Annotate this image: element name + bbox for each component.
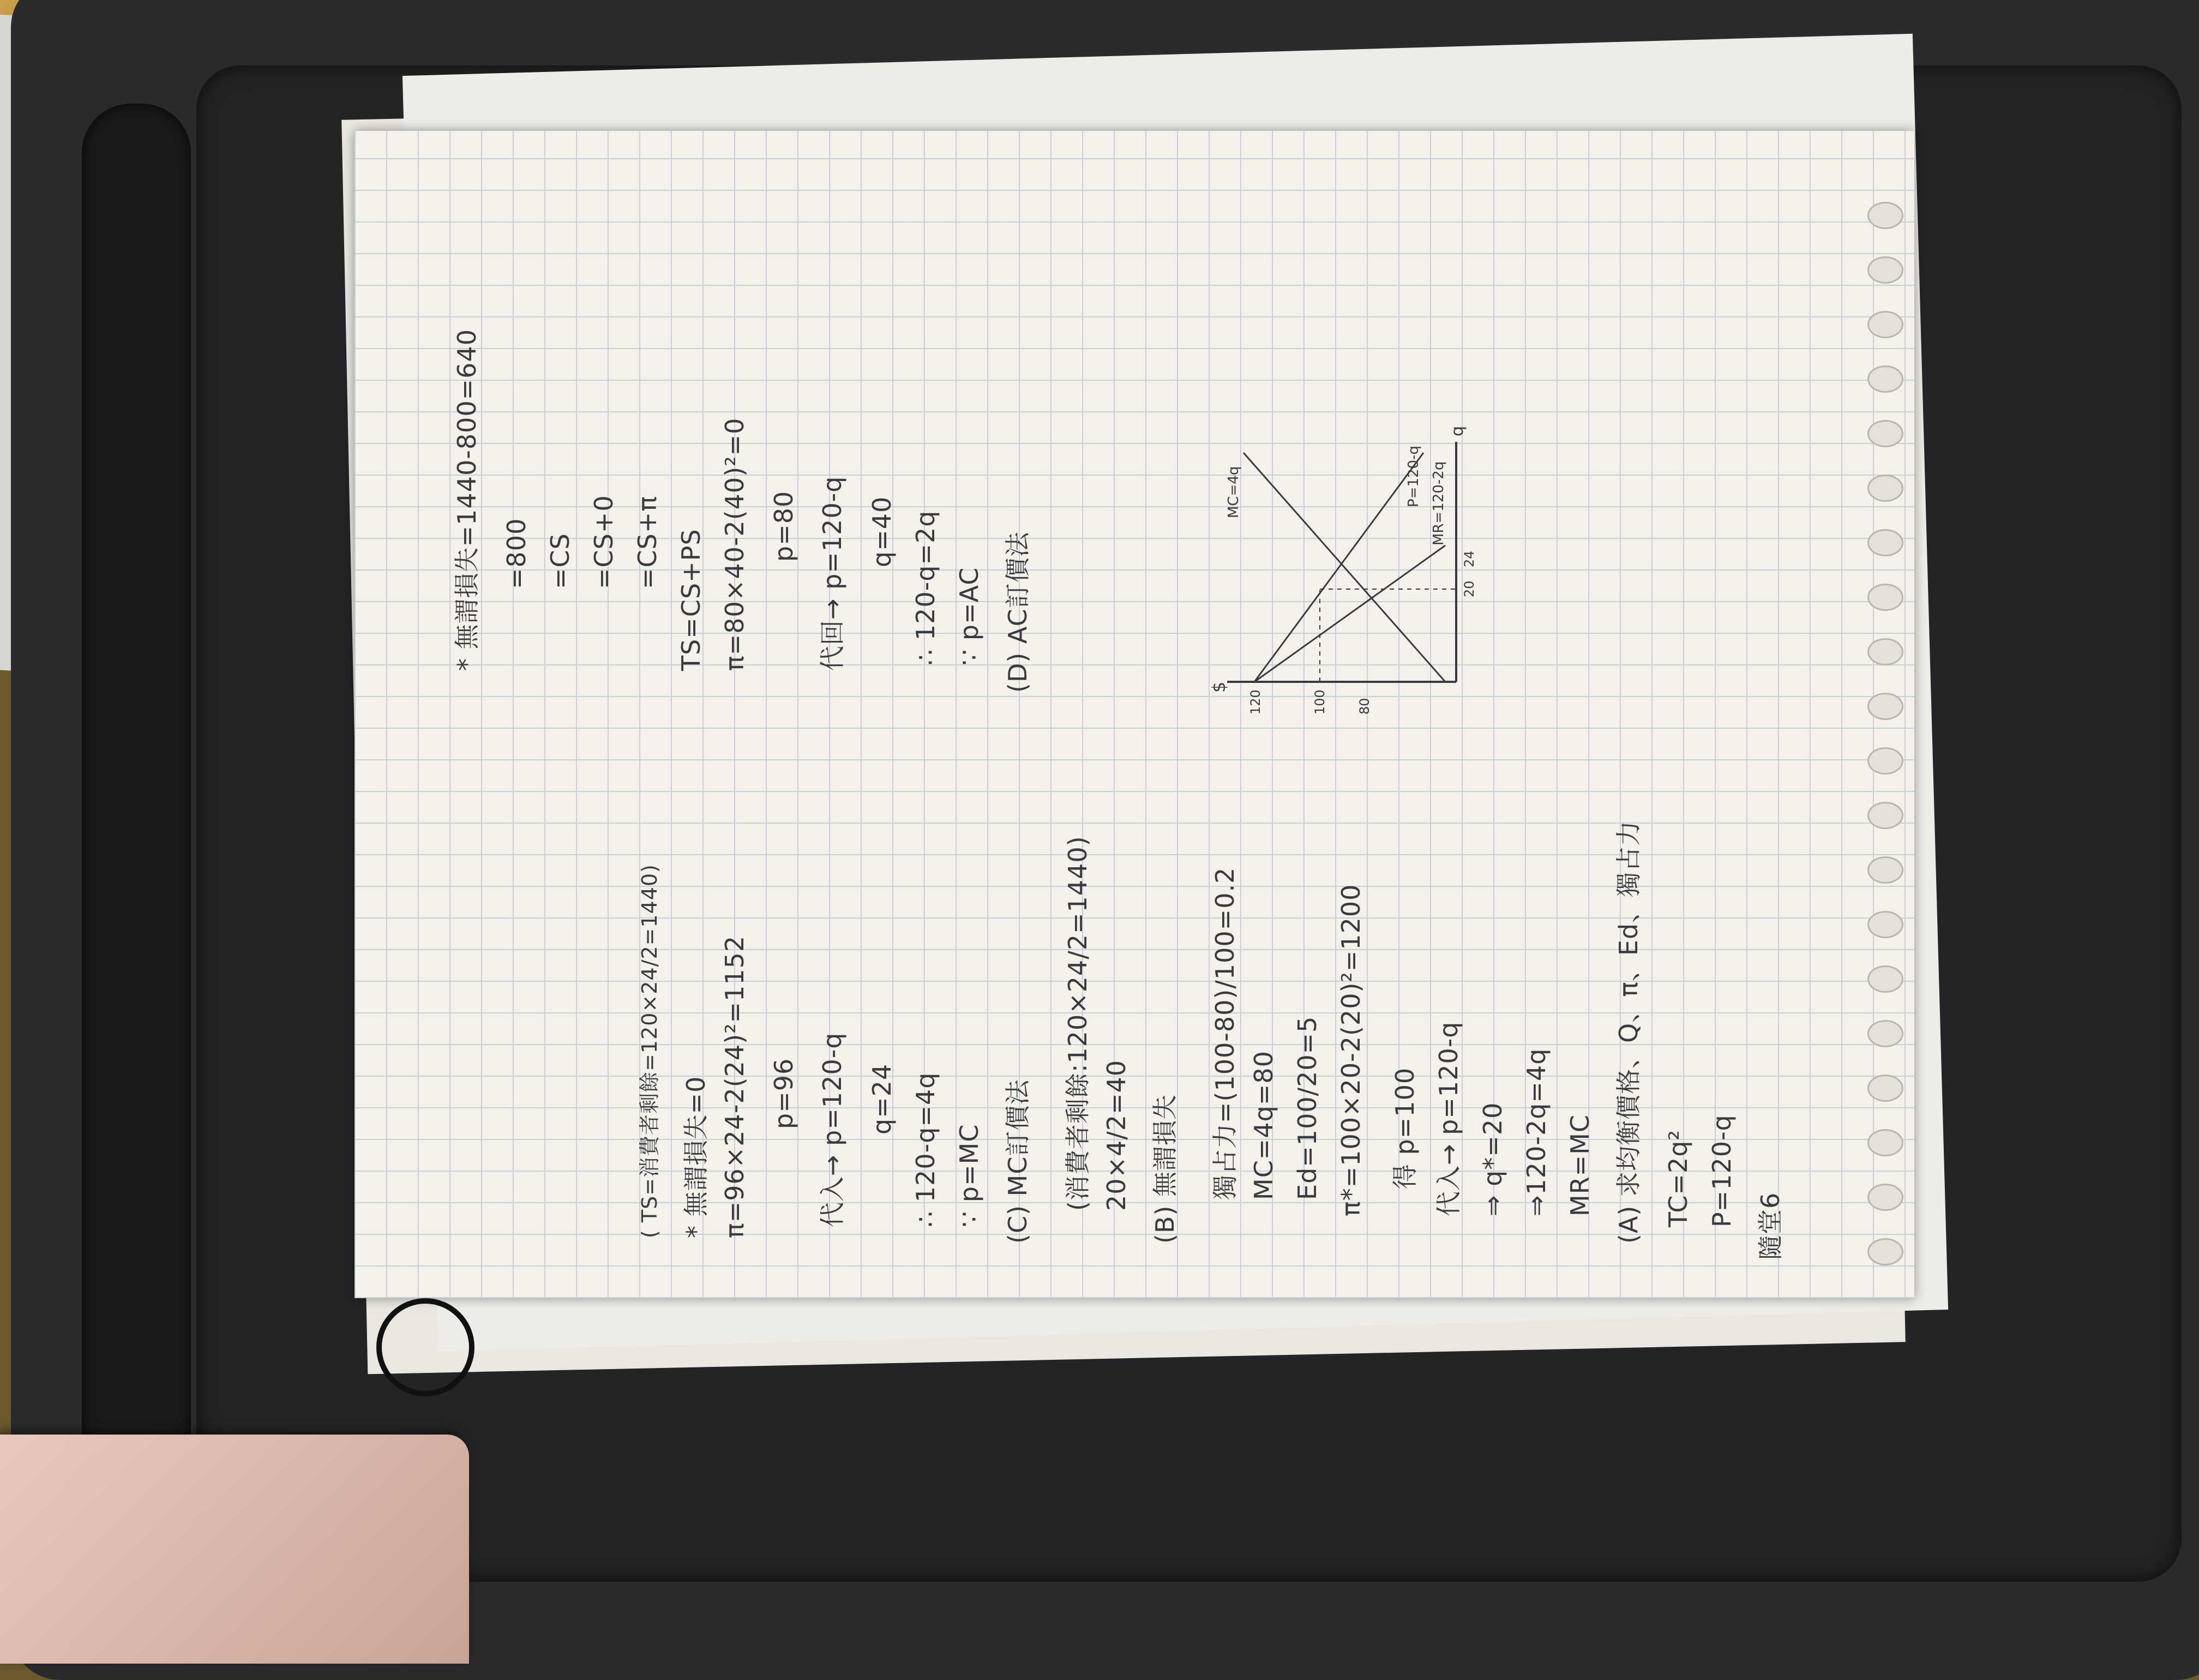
demand-curve <box>1254 453 1423 682</box>
demand-label: P=120-q <box>1405 446 1422 507</box>
part-a-line: Ed=100/20=5 <box>1293 1016 1322 1200</box>
part-b-line: 20×4/2=40 <box>1102 1059 1131 1211</box>
part-d-line: ∵ p=AC <box>954 567 984 665</box>
part-a-heading: (A) 求均衡價格、Q、π、Ed、獨占力 <box>1614 820 1643 1244</box>
y-tick: 100 <box>1312 689 1327 715</box>
part-d-line: * 無謂損失=1440-800=640 <box>452 329 482 671</box>
part-a-line: 得 p=100 <box>1390 1067 1420 1189</box>
part-c-line: ∴ 120-q=4q <box>911 1072 940 1227</box>
binder-hole <box>1867 965 1903 993</box>
binder-hole <box>1867 747 1903 775</box>
binder-hole <box>1867 256 1903 284</box>
tray-slot <box>82 104 191 1522</box>
part-a-line: 代入→ p=120-q <box>1434 1021 1463 1216</box>
y-axis-label: $ <box>1209 681 1229 693</box>
binder-hole <box>1867 1129 1903 1156</box>
part-d-line: TS=CS+PS <box>676 529 706 671</box>
part-d-line: =800 <box>502 518 531 589</box>
part-c-line: q=24 <box>867 1063 897 1135</box>
part-c-line: ∵ p=MC <box>954 1124 984 1227</box>
x-axis-label: q <box>1448 425 1467 436</box>
laptop-corner <box>0 1435 469 1664</box>
part-c-line: ( TS=消費者剩餘=120×24/2=1440) <box>638 864 662 1238</box>
given-cost: TC=2q² <box>1663 1130 1693 1227</box>
part-d-heading: (D) AC訂價法 <box>1003 531 1032 693</box>
given-demand: P=120-q <box>1707 1114 1737 1227</box>
notebook-page <box>355 131 1914 1298</box>
binder-hole <box>1867 693 1903 720</box>
y-tick: 80 <box>1357 698 1372 715</box>
part-d-line: =CS+0 <box>589 495 618 589</box>
mr-curve <box>1254 545 1445 682</box>
binder-hole <box>1867 475 1903 502</box>
part-a-line: ⇒ q*=20 <box>1478 1102 1507 1216</box>
part-d-line: p=80 <box>769 490 798 562</box>
part-c-line: 代入→ p=120-q <box>818 1032 847 1227</box>
binder-hole <box>1867 1020 1903 1047</box>
part-d-line: =CS+π <box>633 495 662 589</box>
binder-hole <box>1867 311 1903 338</box>
x-tick: 20 <box>1462 580 1477 597</box>
mc-label: MC=4q <box>1225 466 1242 518</box>
binder-hole <box>1867 420 1903 447</box>
x-tick: 24 <box>1462 550 1477 567</box>
part-c-line: π=96×24-2(24)²=1152 <box>720 935 749 1238</box>
binder-hole <box>1867 911 1903 938</box>
part-b-line: (消費者剩餘:120×24/2=1440) <box>1063 836 1092 1211</box>
binder-hole <box>1867 1075 1903 1102</box>
part-d-line: ∴ 120-q=2q <box>911 510 940 665</box>
binder-hole <box>1867 365 1903 393</box>
binder-hole <box>1867 1238 1903 1265</box>
monopoly-graph <box>1205 420 1489 725</box>
part-a-line: MC=4q=80 <box>1249 1051 1278 1200</box>
part-b-heading: (B) 無謂損失 <box>1150 1094 1180 1244</box>
binder-hole <box>1867 202 1903 229</box>
part-c-heading: (C) MC訂價法 <box>1003 1079 1032 1244</box>
page-title: 隨堂6 <box>1756 1192 1785 1260</box>
part-a-line: π*=100×20-2(20)²=1200 <box>1336 884 1366 1216</box>
binder-hole <box>1867 856 1903 884</box>
part-a-line: MR=MC <box>1565 1114 1595 1216</box>
mr-label: MR=120-2q <box>1431 461 1447 545</box>
part-a-line: 獨占力=(100-80)/100=0.2 <box>1210 867 1240 1200</box>
part-c-line: * 無謂損失=0 <box>681 1076 711 1238</box>
binder-ring <box>376 1298 474 1396</box>
grid-paper <box>355 131 1914 1298</box>
binder-hole <box>1867 1184 1903 1211</box>
binder-holes <box>1860 131 1903 1298</box>
binder-hole <box>1867 638 1903 665</box>
part-d-line: =CS <box>545 533 575 589</box>
part-a-line: ⇒120-2q=4q <box>1522 1048 1551 1216</box>
part-d-line: 代回→ p=120-q <box>818 476 847 671</box>
part-d-line: q=40 <box>867 496 897 567</box>
binder-hole <box>1867 529 1903 556</box>
binder-hole <box>1867 584 1903 611</box>
part-c-line: p=96 <box>769 1058 798 1129</box>
y-tick: 120 <box>1248 689 1263 715</box>
binder-hole <box>1867 802 1903 829</box>
part-d-line: π=80×40-2(40)²=0 <box>720 417 749 671</box>
